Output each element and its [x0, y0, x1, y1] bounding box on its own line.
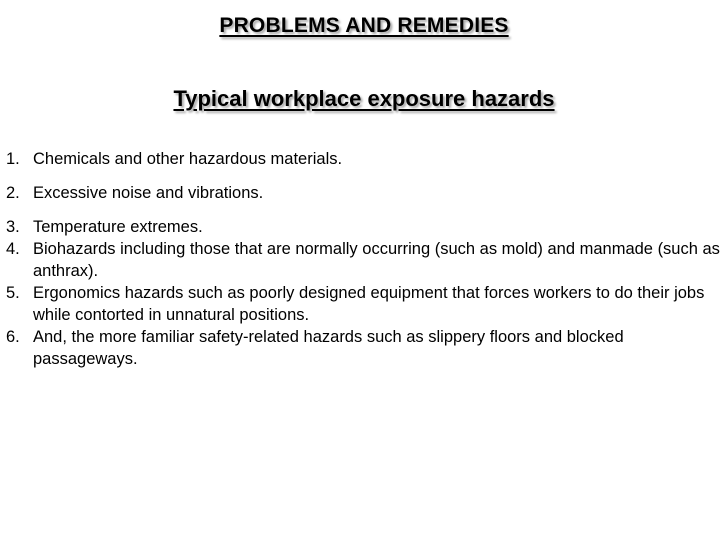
- slide-subtitle: Typical workplace exposure hazards: [173, 86, 555, 111]
- list-number: 3.: [6, 218, 20, 236]
- list-number: 4.: [6, 240, 20, 258]
- list-item-text: Temperature extremes.: [33, 218, 203, 236]
- list-item-text: And, the more familiar safety-related hazards such as slippery floors and blocked passageways.: [33, 328, 624, 368]
- list-item-text: Excessive noise and vibrations.: [33, 184, 264, 202]
- list-item: [6, 282, 722, 326]
- hazard-list: [6, 148, 722, 370]
- list-item: [6, 148, 722, 170]
- list-number: 1.: [6, 150, 20, 168]
- list-item: [6, 182, 722, 204]
- list-item-text: Chemicals and other hazardous materials.: [33, 150, 343, 168]
- list-number: 2.: [6, 184, 20, 202]
- list-number: 5.: [6, 284, 20, 302]
- list-item: [6, 216, 722, 238]
- list-number: 6.: [6, 328, 20, 346]
- list-item: [6, 238, 722, 282]
- list-item-text: Biohazards including those that are normally occurring (such as mold) and manmade (such as anthrax).: [33, 240, 720, 280]
- list-item-text: Ergonomics hazards such as poorly designed equipment that forces workers to do their jobs while contorted in unnatural positions.: [33, 284, 705, 324]
- slide-title: PROBLEMS AND REMEDIES: [219, 14, 509, 37]
- list-item: [6, 326, 722, 370]
